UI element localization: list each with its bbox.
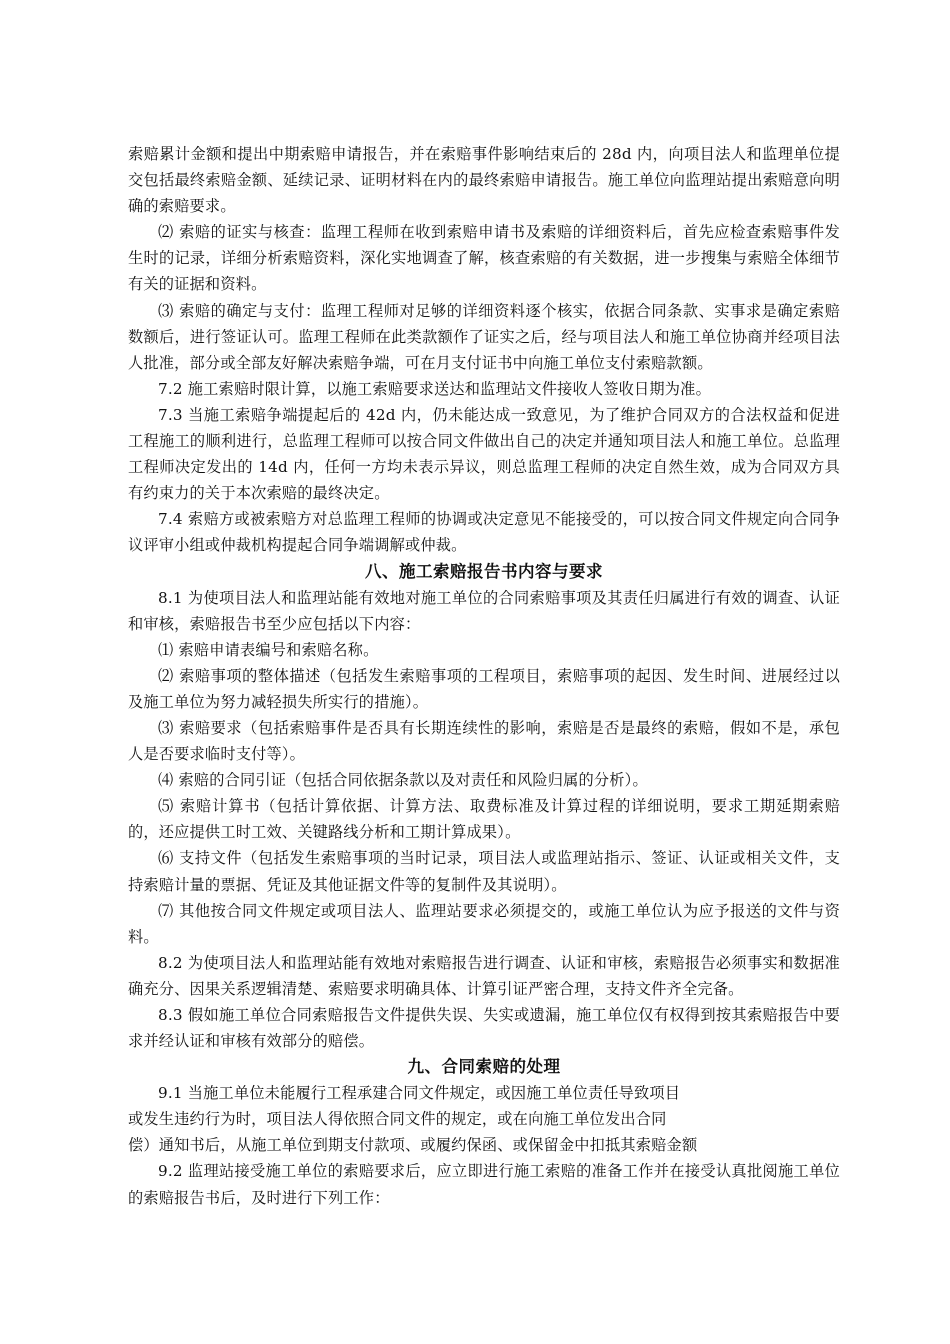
paragraph-claim-verification: ⑵ 索赔的证实与核查：监理工程师在收到索赔申请书及索赔的详细资料后，首先应检查索赔事件发生时的记录，详细分析索赔资料，深化实地调查了解，核查索赔的有关数据，进一步搜集与索赔全体细节有关的证据和资料。 (128, 223, 840, 294)
paragraph-claim-determination: ⑶ 索赔的确定与支付：监理工程师对足够的详细资料逐个核实，依据合同条款、实事求是确定索赔数额后，进行签证认可。监理工程师在此类款额作了证实之后，经与项目法人和施工单位协商并经项目法人批准，部分或全部友好解决索赔争端，可在月支付证书中向施工单位支付索赔款额。 (128, 301, 840, 372)
clipped-line-2: 或发生违约行为时，项目法人得依照合同文件的规定，或在向施工单位发出合同 (128, 1110, 667, 1129)
list-item-7: ⑺ 其他按合同文件规定或项目法人、监理站要求必须提交的，或施工单位认为应予报送的文件与资料。 (128, 901, 840, 946)
paragraph-7-3: 7.3 当施工索赔争端提起后的 42d 内，仍未能达成一致意见，为了维护合同双方的合法权益和促进工程施工的顺利进行，总监理工程师可以按合同文件做出自己的决定并通知项目法人和施工单位。总监理工程师决定发出的 14d 内，任何一方均未表示异议，则总监理工程师的决定自然生效，成为合同双方具有约束力的关于本次索赔的最终决定。 (128, 405, 840, 503)
document-body (128, 141, 840, 1211)
paragraph-7-4: 7.4 索赔方或被索赔方对总监理工程师的协调或决定意见不能接受的，可以按合同文件规定向合同争议评审小组或仲裁机构提起合同争端调解或仲裁。 (128, 510, 840, 555)
paragraph-8-3: 8.3 假如施工单位合同索赔报告文件提供失误、失实或遗漏，施工单位仅有权得到按其索赔报告中要求并经认证和审核有效部分的赔偿。 (128, 1006, 840, 1051)
paragraph-8-1: 8.1 为使项目法人和监理站能有效地对施工单位的合同索赔事项及其责任归属进行有效的调查、认证和审核，索赔报告书至少应包括以下内容： (128, 588, 840, 633)
list-item-4: ⑷ 索赔的合同引证（包括合同依据条款以及对责任和风险归属的分析）。 (158, 771, 648, 790)
list-item-3: ⑶ 索赔要求（包括索赔事件是否具有长期连续性的影响，索赔是否是最终的索赔，假如不是，承包人是否要求临时支付等）。 (128, 718, 840, 764)
list-item-2: ⑵ 索赔事项的整体描述（包括发生索赔事项的工程项目，索赔事项的起因、发生时间、进展经过以及施工单位为努力减轻损失所实行的措施）。 (128, 666, 840, 711)
section-heading-8: 八、施工索赔报告书内容与要求 (365, 561, 603, 581)
paragraph-7-2: 7.2 施工索赔时限计算，以施工索赔要求送达和监理站文件接收人签收日期为准。 (158, 379, 711, 398)
paragraph-continuation: 索赔累计金额和提出中期索赔申请报告，并在索赔事件影响结束后的 28d 内，向项目法人和监理单位提交包括最终索赔金额、延续记录、证明材料在内的最终索赔申请报告。施工单位向监理站提出索赔意向明确的索赔要求。 (128, 145, 840, 216)
clipped-line-3: 偿）通知书后，从施工单位到期支付款项、或履约保函、或保留金中扣抵其索赔金额 (128, 1136, 698, 1155)
clipped-line-1: 9.1 当施工单位未能履行工程承建合同文件规定，或因施工单位责任导致项目 (158, 1084, 681, 1103)
list-item-1: ⑴ 索赔申请表编号和索赔名称。 (158, 640, 379, 659)
section-heading-9: 九、合同索赔的处理 (407, 1057, 561, 1077)
list-item-5: ⑸ 索赔计算书（包括计算依据、计算方法、取费标准及计算过程的详细说明，要求工期延期索赔的，还应提供工时工效、关键路线分析和工期计算成果）。 (128, 797, 840, 842)
list-item-6: ⑹ 支持文件（包括发生索赔事项的当时记录，项目法人或监理站指示、签证、认证或相关文件，支持索赔计量的票据、凭证及其他证据文件等的复制件及其说明）。 (128, 849, 840, 894)
paragraph-8-2: 8.2 为使项目法人和监理站能有效地对索赔报告进行调查、认证和审核，索赔报告必须事实和数据准确充分、因果关系逻辑清楚、索赔要求明确具体、计算引证严密合理，支持文件齐全完备。 (128, 953, 840, 998)
paragraph-9-2: 9.2 监理站接受施工单位的索赔要求后，应立即进行施工索赔的准备工作并在接受认真批阅施工单位的索赔报告书后，及时进行下列工作： (128, 1162, 840, 1207)
